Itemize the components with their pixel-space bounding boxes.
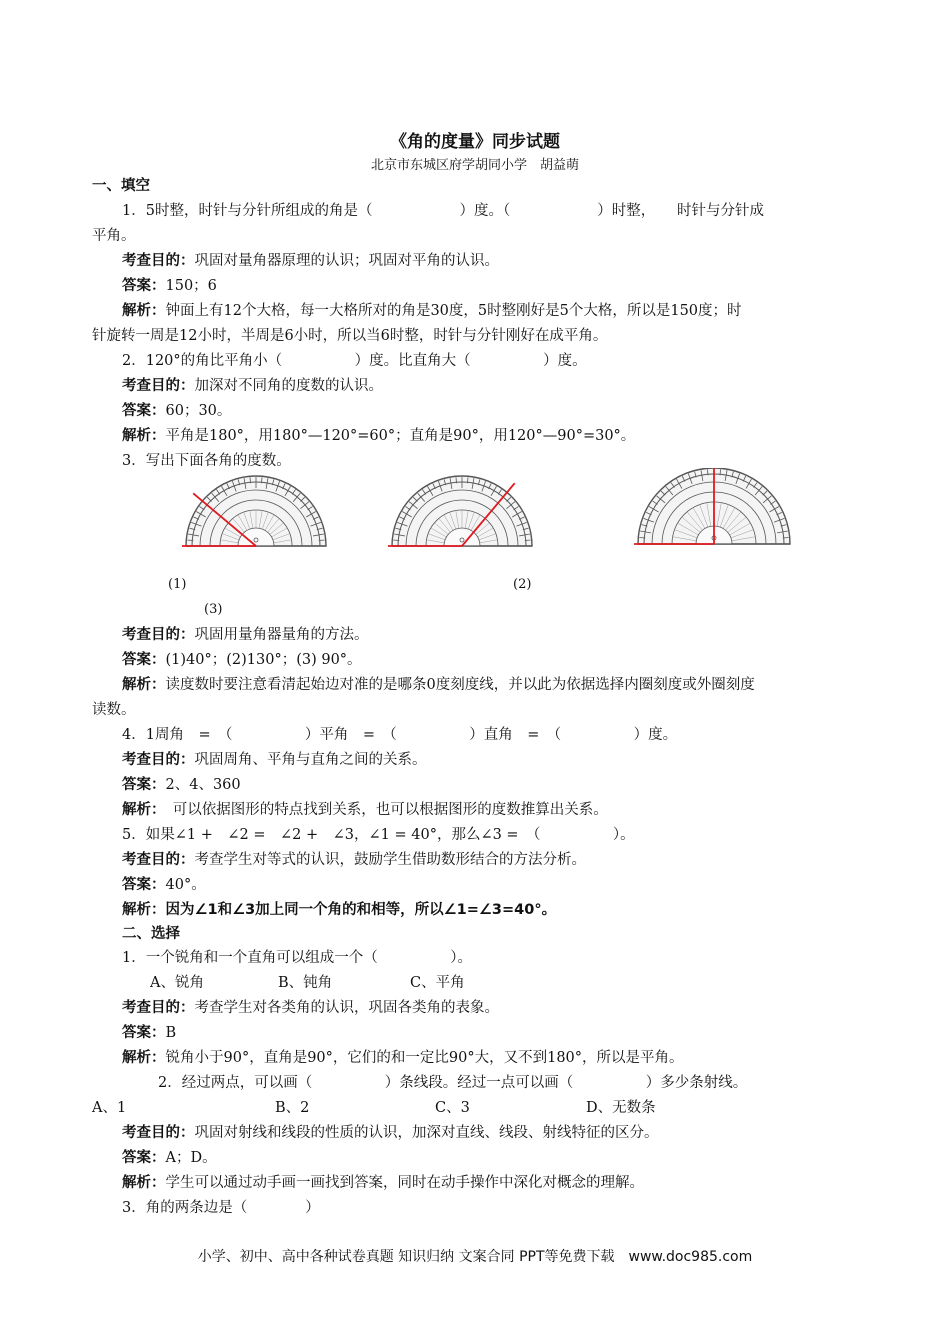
c1-options (150, 971, 930, 996)
q3-purpose (122, 623, 872, 648)
page-footer: 小学、初中、高中各种试卷真题 知识归纳 文案合同 PPT等免费下载 www.doc985.com (197, 1249, 753, 1265)
q1-answer (122, 274, 872, 299)
q1-answer-text: 150；6 (165, 278, 217, 294)
protractor-tick (707, 469, 708, 475)
c3-text: 3．角的两条边是（ ） (122, 1200, 320, 1216)
purpose-label: 考查目的： (122, 752, 195, 768)
page-title: 《角的度量》同步试题 (390, 132, 560, 152)
q4-answer-text: 2、4、360 (165, 777, 241, 793)
q1-analysis (122, 299, 872, 324)
q4-answer (122, 773, 872, 798)
q2-analysis-text: 平角是180°，用180°—120°=60°；直角是90°，用120°—90°=30°。 (165, 428, 636, 444)
answer-label: 答案： (122, 877, 166, 893)
protractor-tick (187, 540, 193, 541)
q3-answer (122, 648, 872, 673)
q1-text-continued: 平角。 (92, 228, 136, 244)
q3-answer-text: (1)40°；(2)130°；(3) 90°。 (165, 652, 362, 668)
c1-answer (122, 1021, 872, 1046)
c2-option-a: A、1 (92, 1100, 127, 1116)
q3-analysis-text: 读度数时要注意看清起始边对准的是哪条0度刻度线，并以此为依据选择内圈刻度或外圈刻度 (165, 677, 755, 693)
c2-option-d: D、无数条 (586, 1100, 656, 1116)
protractor-tick (261, 477, 262, 483)
q1-analysis-text: 钟面上有12个大格，每一大格所对的角是30度，5时整刚好是5个大格，所以是150度；时 (165, 303, 742, 319)
q2-purpose (122, 374, 872, 399)
c2-text: 2．经过两点，可以画（ ）条线段。经过一点可以画（ ）多少条射线。 (158, 1075, 748, 1091)
q4-analysis-text: 可以依据图形的特点找到关系，也可以根据图形的度数推算出关系。 (158, 802, 608, 818)
q1-analysis-continued: 针旋转一周是12小时，半周是6小时，所以当6时整，时针与分针刚好在成平角。 (92, 328, 608, 344)
q2-answer (122, 399, 872, 424)
q3-analysis (122, 673, 872, 698)
c1-analysis (122, 1046, 872, 1071)
c1-purpose-text: 考查学生对各类角的认识，巩固各类角的表象。 (194, 1000, 499, 1016)
answer-label: 答案： (122, 777, 166, 793)
c1-purpose (122, 996, 872, 1021)
protractor-tick (456, 477, 457, 483)
q4-purpose (122, 748, 872, 773)
c2-answer-text: A；D。 (165, 1150, 217, 1166)
c1-option-b: B、钝角 (278, 975, 333, 991)
protractor-tick (250, 477, 251, 483)
analysis-label: 解析： (122, 1050, 166, 1066)
purpose-label: 考查目的： (122, 1000, 195, 1016)
c1-analysis-text: 锐角小于90°，直角是90°，它们的和一定比90°大，又不到180°，所以是平角。 (165, 1050, 684, 1066)
analysis-label: 解析： (122, 428, 166, 444)
figure-label-1: (1) (168, 577, 187, 592)
q4-purpose-text: 巩固周角、平角与直角之间的关系。 (194, 752, 427, 768)
c2-answer (122, 1146, 872, 1171)
protractor-figure-3 (634, 468, 794, 552)
q5-analysis (122, 898, 872, 923)
q1-purpose-text: 巩固对量角器原理的认识；巩固对平角的认识。 (194, 253, 499, 269)
q5-purpose (122, 848, 872, 873)
analysis-label: 解析： (122, 303, 166, 319)
protractor-tick (393, 540, 399, 541)
answer-label: 答案： (122, 652, 166, 668)
c2-analysis-text: 学生可以通过动手画一画找到答案，同时在动手操作中深化对概念的理解。 (165, 1175, 644, 1191)
q2-text: 2．120°的角比平角小（ ）度。比直角大（ ）度。 (122, 353, 587, 369)
author-line: 北京市东城区府学胡同小学 胡益萌 (370, 158, 579, 173)
c2-analysis (122, 1171, 872, 1196)
q5-answer (122, 873, 872, 898)
protractor-figure-2 (388, 474, 536, 552)
c2-purpose-text: 巩固对射线和线段的性质的认识，加深对直线、线段、射线特征的区分。 (194, 1125, 659, 1141)
purpose-label: 考查目的： (122, 852, 195, 868)
purpose-label: 考查目的： (122, 1125, 195, 1141)
c1-answer-text: B (165, 1025, 177, 1041)
q2-purpose-text: 加深对不同角的度数的认识。 (194, 378, 383, 394)
protractor-figure-1 (182, 474, 330, 552)
c1-option-a: A、锐角 (150, 975, 204, 991)
analysis-label: 解析： (122, 802, 159, 818)
c2-options (92, 1096, 872, 1121)
purpose-label: 考查目的： (122, 378, 195, 394)
purpose-label: 考查目的： (122, 253, 195, 269)
protractor-tick (525, 540, 531, 541)
answer-label: 答案： (122, 278, 166, 294)
c2-option-c: C、3 (435, 1100, 470, 1116)
protractor-tick (467, 477, 468, 483)
section-heading-choice: 二、选择 (122, 926, 180, 942)
purpose-label: 考查目的： (122, 627, 195, 643)
c2-option-b: B、2 (275, 1100, 310, 1116)
q5-text: 5．如果∠1 + ∠2 = ∠2 + ∠3，∠1 = 40°，那么∠3 = （ ）。 (122, 827, 635, 843)
analysis-label: 解析： (122, 1175, 166, 1191)
figure-label-3: (3) (204, 602, 223, 617)
analysis-label: 解析： (122, 677, 166, 693)
protractor-tick (783, 537, 789, 538)
analysis-label: 解析： (122, 902, 166, 918)
c1-option-c: C、平角 (410, 975, 465, 991)
q1-text: 1．5时整，时针与分针所组成的角是（ ）度。（ ）时整， 时针与分针成 (122, 203, 764, 219)
figure-label-2: (2) (513, 577, 532, 592)
c2-purpose (122, 1121, 872, 1146)
q1-purpose (122, 249, 872, 274)
q5-answer-text: 40°。 (165, 877, 206, 893)
q2-analysis (122, 424, 872, 449)
protractor-tick (639, 537, 645, 538)
q5-analysis-text: 因为∠1和∠3加上同一个角的和相等，所以∠1=∠3=40°。 (165, 902, 557, 918)
answer-label: 答案： (122, 403, 166, 419)
q3-text: 3．写出下面各角的度数。 (122, 453, 291, 469)
protractor-tick (720, 469, 721, 475)
answer-label: 答案： (122, 1025, 166, 1041)
q5-purpose-text: 考查学生对等式的认识，鼓励学生借助数形结合的方法分析。 (194, 852, 586, 868)
section-heading-fill: 一、填空 (92, 178, 150, 194)
q3-analysis-continued: 读数。 (92, 702, 136, 718)
q3-purpose-text: 巩固用量角器量角的方法。 (194, 627, 369, 643)
protractor-tick (319, 540, 325, 541)
q4-text: 4．1周角 = （ ）平角 = （ ）直角 = （ ）度。 (122, 727, 678, 743)
answer-label: 答案： (122, 1150, 166, 1166)
c1-text: 1．一个锐角和一个直角可以组成一个（ ）。 (122, 950, 472, 966)
q2-answer-text: 60；30。 (165, 403, 232, 419)
q4-analysis (122, 798, 872, 823)
